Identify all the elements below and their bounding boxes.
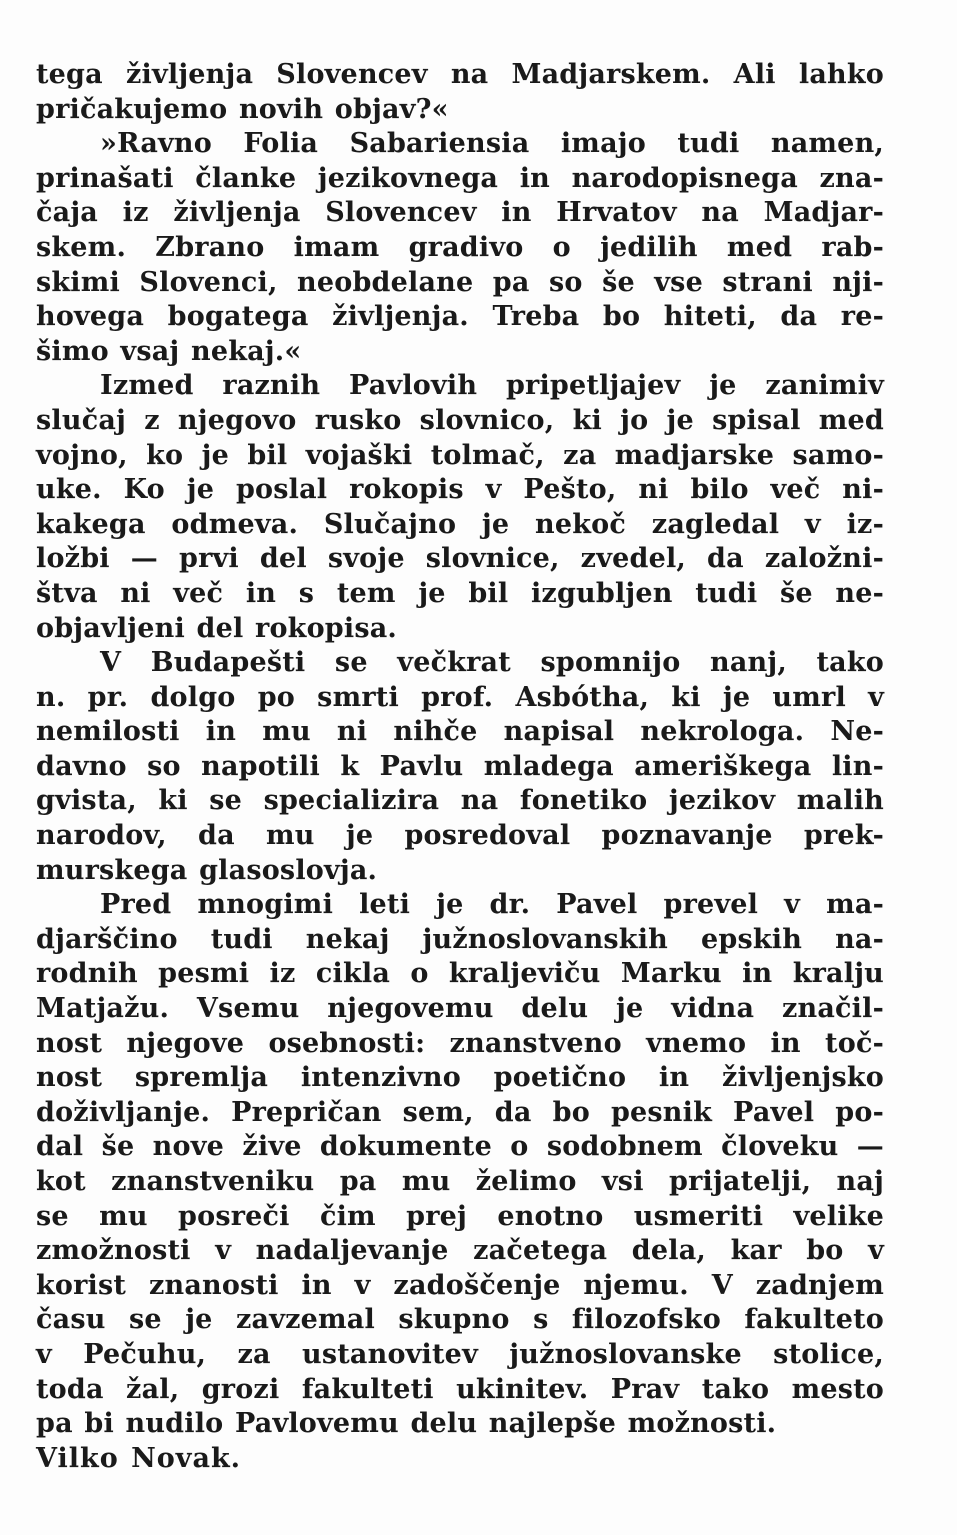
text-line: zmožnosti v nadaljevanje začetega dela, kar bo v [36, 1235, 884, 1267]
text-line: šimo vsaj nekaj.« [36, 335, 302, 367]
text-line: gvista, ki se specializira na fonetiko jezikov malih [36, 785, 884, 817]
article-paragraph [36, 646, 884, 888]
text-line: Pred mnogimi leti je dr. Pavel prevel v ma- [100, 889, 884, 921]
text-line: uke. Ko je poslal rokopis v Pešto, ni bilo več ni- [36, 474, 884, 506]
article-body [36, 58, 884, 1476]
text-line: kakega odmeva. Slučajno je nekoč zagledal v iz- [36, 508, 884, 540]
text-line: čaja iz življenja Slovencev in Hrvatov na Madjar- [36, 197, 884, 229]
text-line: Matjažu. Vsemu njegovemu delu je vidna značil- [36, 993, 884, 1025]
text-line: času se je zavzemal skupno s filozofsko fakulteto [36, 1304, 884, 1336]
text-line: toda žal, grozi fakulteti ukinitev. Prav tako mesto [36, 1373, 884, 1405]
text-line: »Ravno Folia Sabariensia imajo tudi namen, [100, 128, 884, 160]
text-line: pričakujemo novih objav?« [36, 93, 449, 125]
article-paragraph [36, 127, 884, 369]
article-paragraph [36, 58, 884, 127]
text-line: dal še nove žive dokumente o sodobnem človeku — [36, 1131, 884, 1163]
text-line: štva ni več in s tem je bil izgubljen tudi še ne- [36, 577, 884, 609]
text-line: tega življenja Slovencev na Madjarskem. Ali lahko [36, 59, 884, 90]
text-line: skem. Zbrano imam gradivo o jedilih med rab- [36, 231, 884, 263]
text-line: V Budapešti se večkrat spomnijo nanj, tako [100, 647, 884, 679]
author-signature: Vilko Novak. [36, 1442, 242, 1474]
text-line: nemilosti in mu ni nihče napisal nekrologa. Ne- [36, 716, 884, 748]
text-line: ložbi — prvi del svoje slovnice, zvedel, da založni- [36, 543, 884, 575]
text-line: objavljeni del rokopisa. [36, 612, 398, 644]
text-line: n. pr. dolgo po smrti prof. Asbótha, ki je umrl v [36, 681, 884, 713]
text-line: rodnih pesmi iz cikla o kraljeviču Marku in kralju [36, 958, 884, 990]
article-paragraph [36, 369, 884, 646]
text-line: murskega glasoslovja. [36, 854, 378, 886]
text-line: djarščino tudi nekaj južnoslovanskih epskih na- [36, 923, 884, 955]
text-line: v Pečuhu, za ustanovitev južnoslovanske stolice, [36, 1338, 884, 1370]
text-line: prinašati članke jezikovnega in narodopisnega zna- [36, 162, 884, 194]
article-paragraph [36, 888, 884, 1442]
text-line: korist znanosti in v zadoščenje njemu. V zadnjem [36, 1269, 884, 1301]
text-line: hovega bogatega življenja. Treba bo hiteti, da re- [36, 301, 884, 333]
text-line: skimi Slovenci, neobdelane pa so še vse strani nji- [36, 266, 884, 298]
text-line: slučaj z njegovo rusko slovnico, ki jo je spisal med [36, 404, 884, 436]
text-line: se mu posreči čim prej enotno usmeriti velike [36, 1200, 884, 1232]
text-line: davno so napotili k Pavlu mladega ameriškega lin- [36, 750, 884, 782]
text-line: nost njegove osebnosti: znanstveno vnemo in toč- [36, 1027, 884, 1059]
text-line: nost spremlja intenzivno poetično in življenjsko [36, 1062, 884, 1094]
text-line: kot znanstveniku pa mu želimo vsi prijatelji, naj [36, 1166, 884, 1197]
text-line: narodov, da mu je posredoval poznavanje prek- [36, 820, 884, 852]
text-line: doživljanje. Prepričan sem, da bo pesnik Pavel po- [36, 1096, 884, 1128]
text-line: pa bi nudilo Pavlovemu delu najlepše možnosti. [36, 1408, 777, 1440]
text-line: vojno, ko je bil vojaški tolmač, za madjarske samo- [36, 439, 884, 471]
text-line: Izmed raznih Pavlovih pripetljajev je zanimiv [100, 370, 884, 402]
